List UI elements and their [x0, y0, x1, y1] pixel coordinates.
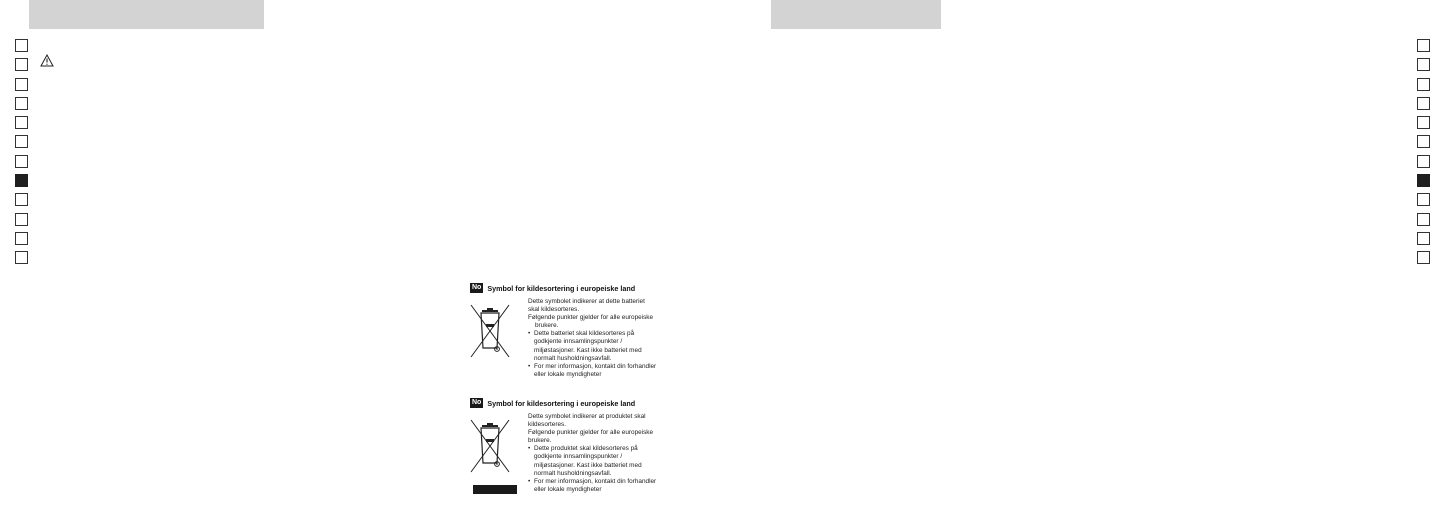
bullet-item: [528, 330, 685, 338]
left-header-bar: [29, 0, 264, 29]
index-box: [15, 135, 28, 148]
notice-line: Følgende punkter gjelder for alle europeiske: [528, 429, 654, 437]
notice-line: Dette batteriet skal kildesorteres på: [534, 330, 635, 338]
notice-title: Symbol for kildesortering i europeiske land: [487, 398, 636, 408]
index-box: [1417, 39, 1430, 52]
index-box: [1417, 193, 1430, 206]
warning-icon: [40, 54, 54, 67]
crossed-out-wheelie-bin-icon: [470, 304, 510, 358]
notice-line: Følgende punkter gjelder for alle europeiske: [528, 314, 654, 322]
solid-bar-marker: [473, 485, 517, 494]
crossed-out-wheelie-bin-icon: [470, 419, 510, 473]
index-box: [15, 116, 28, 129]
notice-title: Symbol for kildesortering i europeiske land: [487, 283, 636, 293]
index-box: [1417, 135, 1430, 148]
notice-line: miljøstasjoner. Kast ikke batteriet med: [534, 346, 642, 354]
index-box: [15, 97, 28, 110]
notice-line: eller lokale myndigheter: [534, 370, 602, 378]
language-badge: No: [472, 284, 482, 291]
index-box: [1417, 232, 1430, 245]
notice-line: godkjente innsamlingspunkter /: [534, 338, 623, 346]
notice-line: miljøstasjoner. Kast ikke batteriet med: [534, 461, 642, 469]
notice-line: Dette symbolet indikerer at produktet skal: [528, 413, 646, 420]
index-box-active: [1417, 174, 1430, 187]
bullet-item: [528, 478, 685, 486]
notice-line: skal kildesorteres.: [528, 306, 580, 314]
notice-line: Dette symbolet indikerer at dette batteriet: [528, 298, 645, 305]
index-box: [15, 193, 28, 206]
notice-text: [528, 298, 685, 379]
bullet-item: [528, 445, 685, 453]
language-badge: No: [472, 399, 482, 406]
notice-line: brukere.: [535, 322, 559, 330]
left-index-tabs: [15, 39, 28, 271]
index-box: [1417, 78, 1430, 91]
index-box: [15, 58, 28, 71]
index-box: [15, 213, 28, 226]
notice-line: Dette produktet skal kildesorteres på: [534, 445, 638, 453]
notice-line: kildesorteres.: [528, 421, 567, 429]
bullet-icon: •: [528, 330, 531, 338]
index-box: [1417, 155, 1430, 168]
index-box: [15, 251, 28, 264]
right-index-tabs: [1417, 39, 1430, 271]
notice-line: brukere.: [528, 437, 552, 445]
index-box: [1417, 213, 1430, 226]
index-box: [15, 39, 28, 52]
index-box: [15, 78, 28, 91]
notice-title-row: [470, 282, 685, 294]
notice-line: For mer informasjon, kontakt din forhandler: [534, 362, 657, 370]
notice-text: [528, 413, 685, 494]
index-box-active: [15, 174, 28, 187]
notice-line: For mer informasjon, kontakt din forhandler: [534, 477, 657, 485]
index-box: [1417, 58, 1430, 71]
disposal-notice-product: [470, 397, 685, 494]
notice-line: normalt husholdningsavfall.: [534, 469, 612, 477]
index-box: [15, 232, 28, 245]
bullet-icon: •: [528, 477, 531, 485]
notice-line: godkjente innsamlingspunkter /: [534, 453, 623, 461]
right-header-bar: [771, 0, 941, 29]
index-box: [1417, 251, 1430, 264]
notice-line: normalt husholdningsavfall.: [534, 354, 612, 362]
notice-title-row: [470, 397, 685, 409]
index-box: [1417, 97, 1430, 110]
index-box: [15, 155, 28, 168]
disposal-notice-battery: [470, 282, 685, 379]
bullet-item: [528, 363, 685, 371]
notice-line: eller lokale myndigheter: [534, 485, 602, 493]
bullet-icon: •: [528, 362, 531, 370]
bullet-icon: •: [528, 445, 531, 453]
index-box: [1417, 116, 1430, 129]
